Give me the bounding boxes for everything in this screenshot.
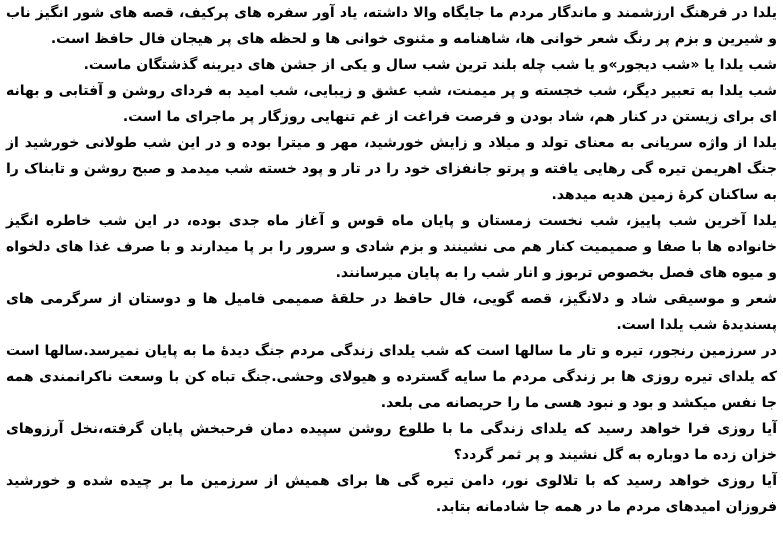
paragraph: شب یلدا به تعبیر دیگر، شب خجسته و پر میمنت، شب عشق و زیبایی، شب امید به فردای روشن و آفتابی و بهانه ای برای زیستن در کنار هم، شاد بودن و فرصت فراغت از غم تنهایی روزگار پر ماجرای ما است.	[6, 83, 777, 125]
paragraph: شب یلدا یا «شب دیجور»و یا شب چله بلند ترین شب سال و یکی از جشن های دیرینه گذشتگان ماست.	[83, 57, 777, 73]
paragraph: یلدا در فرهنگ ارزشمند و ماندگار مردم ما جایگاه والا داشته، یاد آور سفره های پرکیف، قصه های شور انگیز ناب و شیرین و بزم پر رنگ شعر خوانی ها، شاهنامه و مثنوی خوانی ها و لحظه های پر هیجان فال حافظ است.	[6, 5, 777, 47]
paragraph: شعر و موسیقی شاد و دلانگیز، قصه گویی، فال حافظ در حلقهٔ صمیمی فامیل ها و دوستان از سرگرمی های پسندیدهٔ شب یلدا است.	[6, 291, 777, 333]
paragraph: آیا روزی فرا خواهد رسید که یلدای زندگی ما با طلوع روشن سپیده دمان فرحبخش پایان گرفته،نخل آرزوهای خزان زده ما دوباره به گل نشیند و پر ثمر گردد؟	[6, 421, 777, 463]
document-body	[6, 0, 777, 520]
paragraph: آیا روزی خواهد رسید که با تلالوی نور، دامن تیره گی ها برای همیش از سرزمین ما بر چیده شده و خورشید فروزان امیدهای مردم ما در همه جا شادمانه بتابد.	[6, 473, 777, 515]
paragraph: در سرزمین رنجور، تیره و تار ما سالها است که شب یلدای زندگی مردم جنگ دیدهٔ ما به پایان نمیرسد.سالها است که یلدای تیره روزی ها بر زندگی مردم ما سایه گسترده و هیولای وحشی.جنگ تباه کن با وسعت ناکرانمندی همه جا نفس میکشد و بود و نبود هسی ما را حریصانه می بلعد.	[6, 343, 777, 411]
paragraph: یلدا از واژه سریانی به معنای تولد و میلاد و زایش خورشید، مهر و میترا بوده و در این شب طولانی خورشید از جنگ اهریمن تیره گی رهایی یافته و پرتو جانفزای خود را در تار و پود خسته شب میدمد و صبح روشن و تابناک را به ساکنان کرهٔ زمین هدیه میدهد.	[6, 135, 777, 203]
paragraph: یلدا آخرین شب پاییز، شب نخست زمستان و پایان ماه قوس و آغاز ماه جدی بوده، در این شب خاطره انگیز خانواده ها با صفا و صمیمیت کنار هم می نشینند و بزم شادی و سرور را بر پا میدارند و با صرف غذا های دلخواه و میوه های فصل بخصوص تربوز و انار شب را به پایان میرسانند.	[6, 213, 777, 281]
